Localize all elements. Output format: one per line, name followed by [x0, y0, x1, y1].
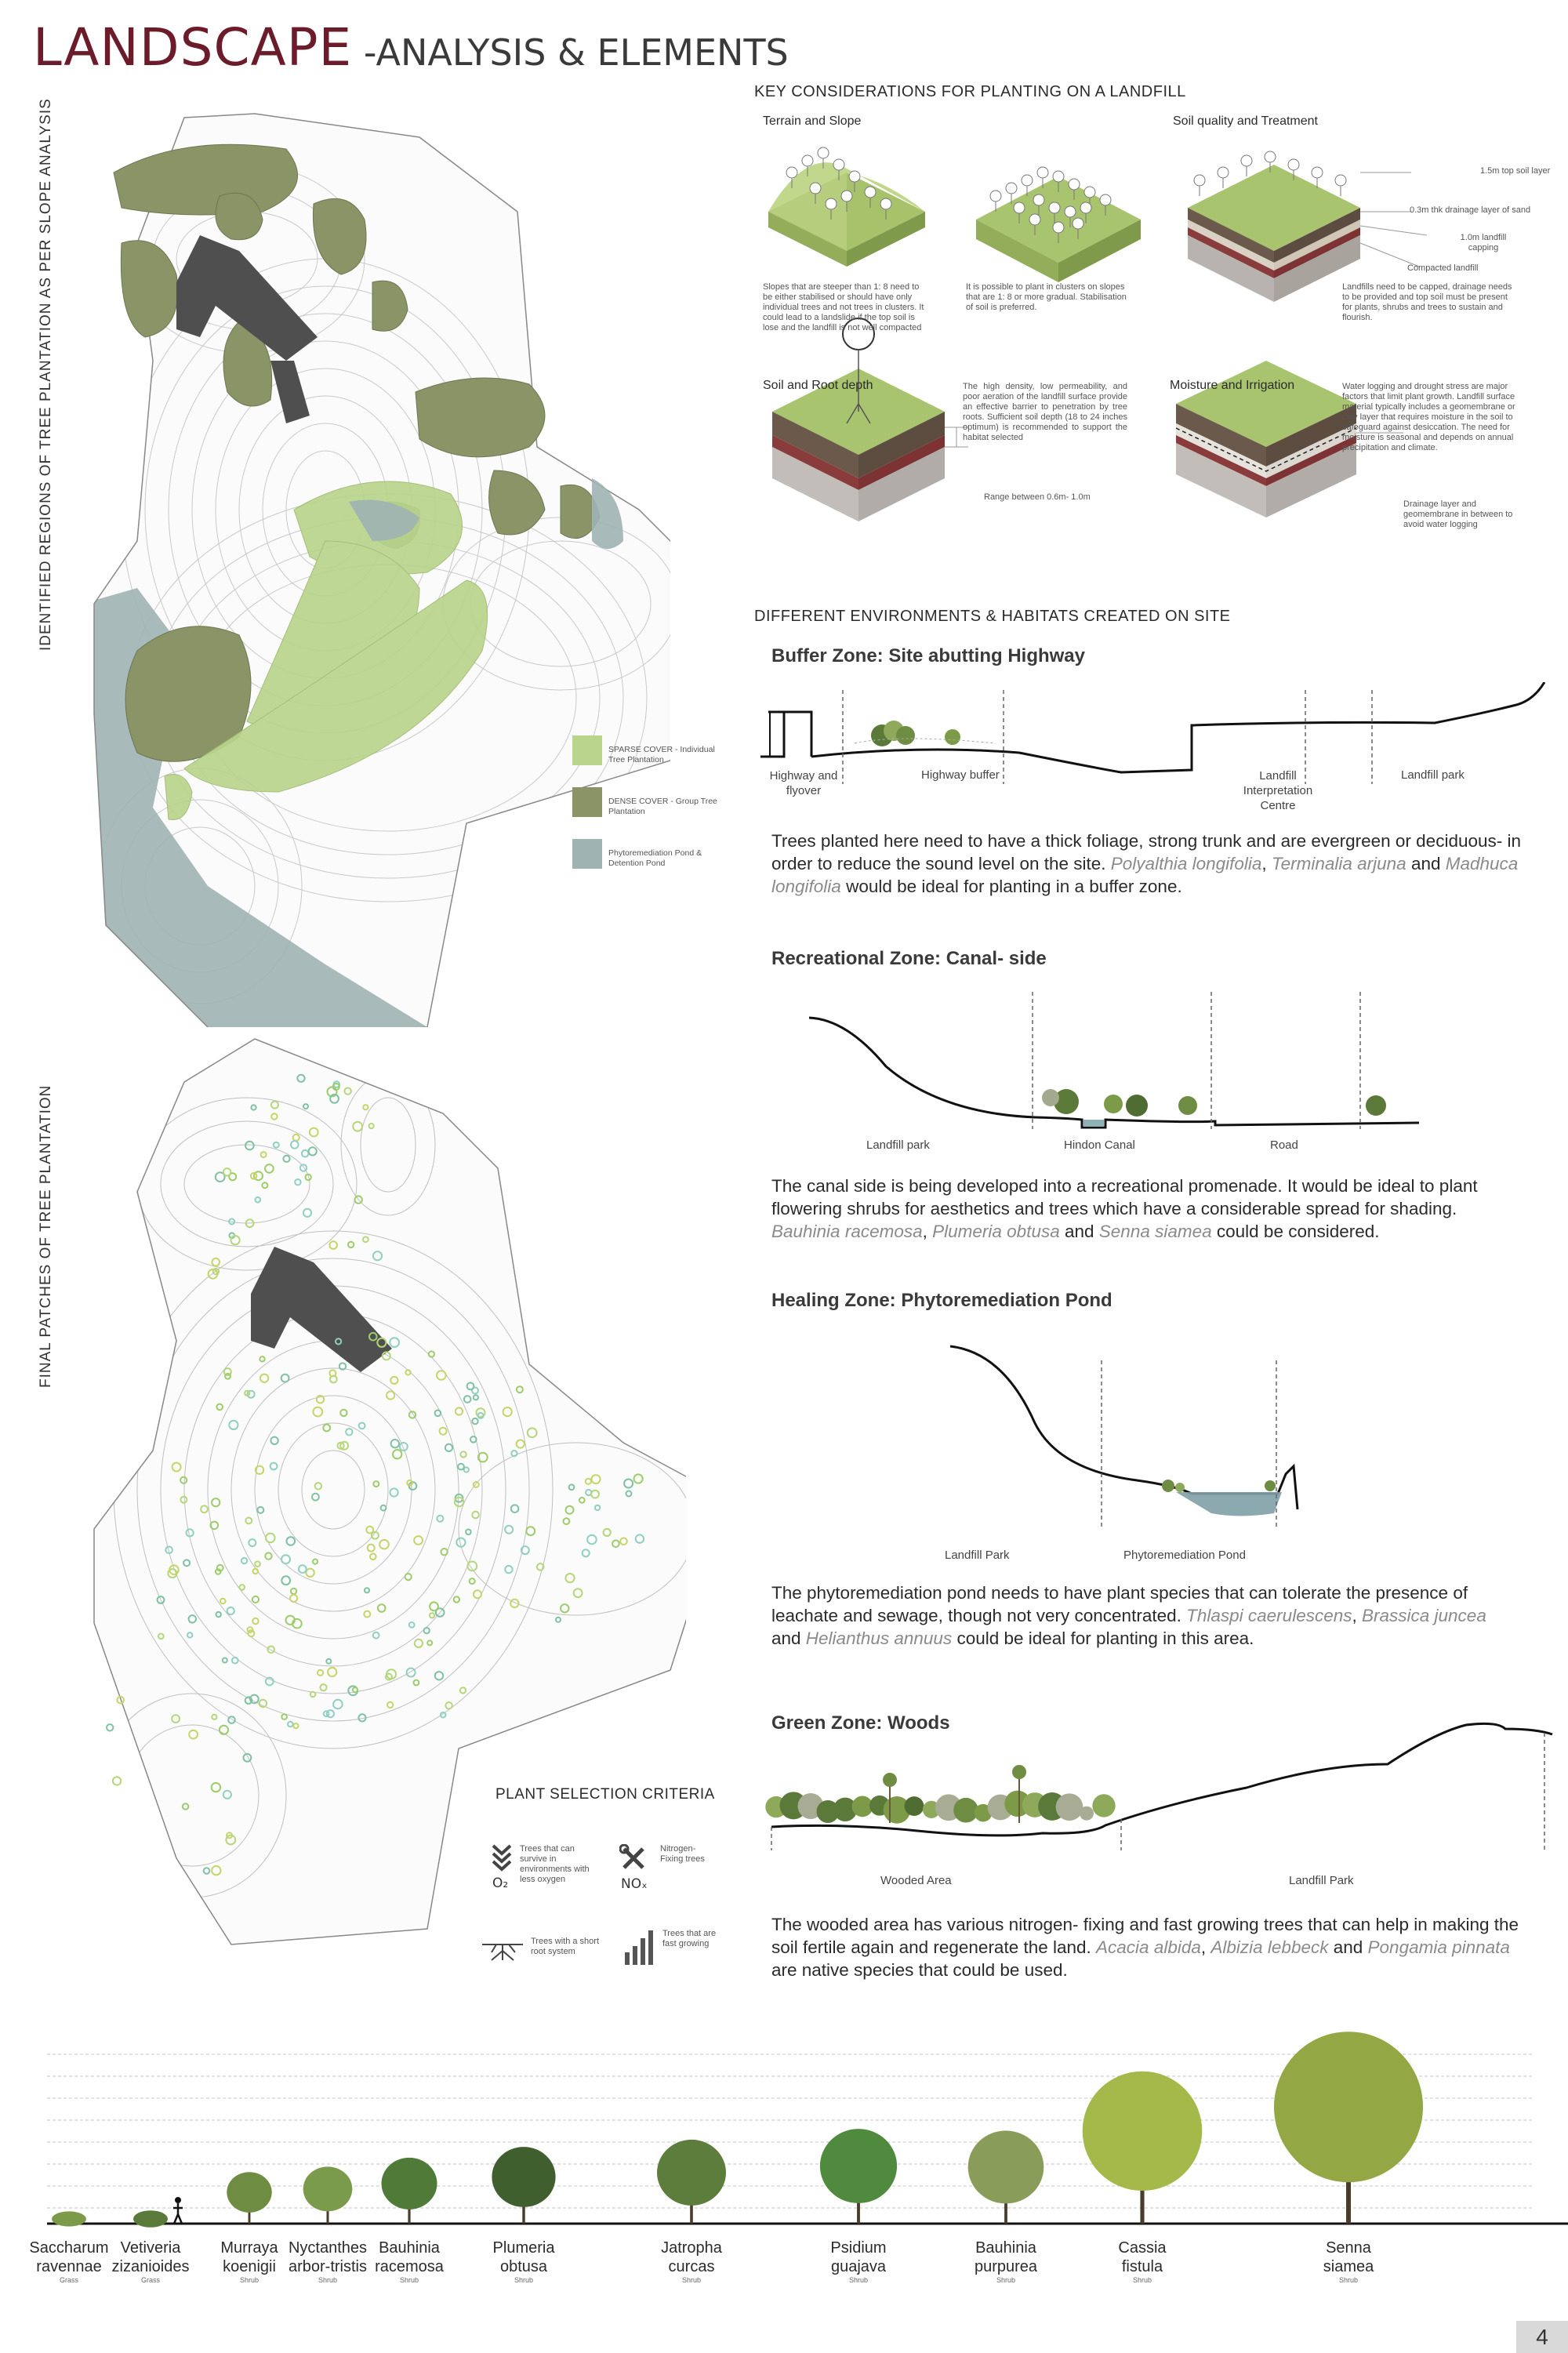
soil-label-drainage: 0.3m thk drainage layer of sand: [1410, 205, 1531, 215]
healing-zone-title: Healing Zone: Phytoremediation Pond: [771, 1290, 1112, 1311]
key-tree: [1241, 155, 1252, 166]
green-zone-title: Green Zone: Woods: [771, 1712, 950, 1734]
vertical-label-final: FINAL PATCHES OF TREE PLANTATION: [38, 1084, 54, 1388]
key-tree: [786, 167, 797, 178]
page-title: [33, 17, 789, 78]
wood-tree: [1056, 1793, 1083, 1821]
key-tree: [1073, 218, 1083, 229]
criteria-root: [481, 1937, 637, 1968]
key-considerations-diagrams: [760, 133, 1568, 557]
plant-genus: Cassia: [1118, 2239, 1167, 2257]
soil-layers-block: [1188, 165, 1360, 302]
key-tree: [1312, 167, 1323, 178]
plant-genus: Jatropha: [661, 2239, 722, 2257]
wood-tree: [905, 1796, 924, 1816]
plant-species: guajava: [830, 2258, 887, 2275]
title-main: LANDSCAPE: [33, 17, 353, 78]
palm-tree: [883, 1773, 897, 1787]
plant-type: Shrub: [996, 2276, 1016, 2284]
green-label-wooded: Wooded Area: [880, 1874, 952, 1887]
pond-plants: [1162, 1480, 1276, 1492]
plant-genus: Saccharum: [29, 2239, 109, 2257]
wood-tree: [953, 1798, 978, 1823]
key-tree: [1265, 151, 1276, 162]
moisture-text: Water logging and drought stress are major factors that limit plant growth. Landfill surface material typically includes a geomembrane or clay layer that requires moisture in the soil to safeguard against desiccation. The need for moisture is seasonal and depends on annual precipitation and climate.: [1342, 382, 1515, 452]
terrain-title: Terrain and Slope: [763, 114, 862, 128]
nitrogen-symbol: NOₓ: [621, 1876, 648, 1892]
key-tree: [810, 183, 821, 194]
key-tree: [1084, 187, 1095, 198]
root-depth-title: Soil and Root depth: [763, 379, 873, 392]
vertical-label-slope: IDENTIFIED REGIONS OF TREE PLANTATION AS PER SLOPE ANALYSIS: [38, 98, 54, 651]
key-tree: [826, 198, 837, 209]
plant-type: Shrub: [681, 2276, 702, 2284]
plant-type: Shrub: [318, 2276, 338, 2284]
species-bauhinia-racemosa: Bauhinia racemosa: [771, 1222, 923, 1241]
elevation-tree: [820, 2129, 897, 2203]
plant-name: [629, 2239, 754, 2285]
key-tree: [1069, 179, 1080, 190]
key-tree: [990, 191, 1001, 202]
species-albizia: Albizia lebbeck: [1210, 1937, 1329, 1957]
plant-name: [796, 2239, 921, 2285]
buffer-label-centre: Landfill Interpretation Centre: [1243, 769, 1313, 812]
wooded-area-trees: [765, 1765, 1115, 1824]
soil-quality-text: Landfills need to be capped, drainage needs to be provided and top soil must be present for plants, shrubs and trees to sustain and flourish.: [1342, 282, 1512, 322]
plant-name: [347, 2239, 472, 2285]
soil-label-topsoil: 1.5m top soil layer: [1480, 166, 1551, 176]
root-range-label: Range between 0.6m- 1.0m: [984, 492, 1091, 502]
plant-genus: Bauhinia: [975, 2239, 1036, 2257]
key-tree: [1053, 222, 1064, 233]
rec-label-park: Landfill park: [866, 1138, 930, 1152]
plant-name: [943, 2239, 1069, 2285]
plant-name: [1080, 2239, 1205, 2285]
elevation-grass: [133, 2210, 168, 2228]
green-zone-text: The wooded area has various nitrogen- fixing and fast growing trees that can help in making the soil fertile again and regenerate the land. Acacia albida, Albizia lebbeck and Pongamia pinnata are native species that could be used.: [771, 1915, 1519, 1980]
criteria-title: PLANT SELECTION CRITERIA: [495, 1786, 715, 1803]
plant-type: Shrub: [848, 2276, 869, 2284]
plant-species: purpurea: [974, 2258, 1038, 2275]
legend-label-pond: Phytoremediation Pond & Detention Pond: [608, 848, 702, 868]
key-tree: [1014, 202, 1025, 213]
wood-tree: [1080, 1807, 1094, 1821]
key-tree: [1100, 194, 1111, 205]
recreational-zone-text: The canal side is being developed into a recreational promenade. It would be ideal to plant flowering shrubs for aesthetics and trees which have a considerable spread for shading. Bauhinia racemosa, Plumeria obtusa and Senna siamea could be considered.: [771, 1176, 1478, 1241]
criteria-oxygen: [490, 1844, 631, 1893]
plant-type: Shrub: [514, 2276, 534, 2284]
soil-label-capping: 1.0m landfill capping: [1460, 233, 1507, 252]
terrain-text-steep: Slopes that are steeper than 1: 8 need to be either stabilised or should have only individual trees and not trees in clusters. It could lead to a landslide if the top soil is lose and the landfill is not well compacted: [763, 282, 924, 332]
plant-genus: Senna: [1326, 2239, 1371, 2257]
plant-species: siamea: [1323, 2258, 1374, 2275]
elevation-tree: [303, 2166, 353, 2211]
key-tree: [833, 159, 844, 170]
legend-item-sparse: [572, 735, 726, 765]
tree-dot: [113, 1777, 121, 1785]
legend-label-dense: DENSE COVER - Group Tree Plantation: [608, 797, 717, 816]
plant-type: Grass: [59, 2276, 78, 2284]
legend-label-sparse: SPARSE COVER - Individual Tree Plantation: [608, 745, 715, 764]
buffer-zone-text: Trees planted here need to have a thick foliage, strong trunk and are evergreen or deciduous- in order to reduce the sound level on the site. Polyalthia longifolia, Terminalia arjuna and Madhuca longifolia would be ideal for planting in a buffer zone.: [771, 831, 1522, 896]
tree-dot: [107, 1724, 113, 1730]
elevation-tree: [968, 2130, 1044, 2203]
green-zone-section: [760, 1717, 1568, 1874]
species-helianthus: Helianthus annuus: [805, 1629, 953, 1648]
plant-species: curcas: [668, 2258, 715, 2275]
species-madhuca: Madhuca longifolia: [771, 854, 1519, 896]
legend-swatch-sparse: [572, 735, 602, 765]
final-patches-map: [90, 1027, 686, 1952]
slope-analysis-map: [90, 102, 670, 1027]
plant-species: zizanioides: [111, 2258, 190, 2275]
wood-tree: [1092, 1794, 1115, 1817]
map-legend: [572, 735, 726, 869]
species-senna: Senna siamea: [1098, 1222, 1212, 1241]
nitrogen-tools-icon: [619, 1844, 654, 1893]
growth-bars-icon: [623, 1929, 655, 1965]
key-tree: [818, 147, 829, 158]
plant-species: fistula: [1121, 2258, 1163, 2275]
buffer-label-highway: Highway and flyover: [769, 769, 838, 797]
key-tree: [1006, 183, 1017, 194]
criteria-root-label: Trees with a short root system: [531, 1937, 600, 1956]
elevation-tree: [1083, 2072, 1203, 2191]
key-tree: [1022, 175, 1033, 186]
species-pongamia: Pongamia pinnata: [1367, 1937, 1510, 1957]
plant-species: obtusa: [499, 2258, 548, 2275]
title-rest: -ANALYSIS & ELEMENTS: [352, 31, 789, 74]
key-tree: [1218, 167, 1229, 178]
plant-type: Grass: [140, 2276, 160, 2284]
criteria-nitrogen: [619, 1844, 737, 1893]
elevation-tree: [492, 2147, 555, 2207]
key-tree: [841, 191, 852, 202]
elevation-tree: [382, 2158, 437, 2210]
criteria-nitrogen-label: Nitrogen- Fixing trees: [660, 1844, 705, 1864]
page-number: 4: [1516, 2321, 1568, 2353]
legend-item-pond: [572, 839, 726, 869]
legend-swatch-pond: [572, 839, 602, 869]
plant-genus: Nyctanthes: [288, 2239, 368, 2257]
species-brassica: Brassica juncea: [1362, 1606, 1486, 1625]
elevation-tree: [657, 2140, 726, 2206]
elevation-trees: [52, 2032, 1423, 2228]
canal-trees: [1042, 1089, 1386, 1117]
plant-species: ravennae: [36, 2258, 102, 2275]
healing-label-park: Landfill Park: [945, 1549, 1010, 1562]
rec-label-canal: Hindon Canal: [1064, 1138, 1135, 1152]
key-tree: [1080, 202, 1091, 213]
species-acacia: Acacia albida: [1096, 1937, 1201, 1957]
plant-genus: Plumeria: [492, 2239, 555, 2257]
elevation-grass: [52, 2211, 86, 2226]
oxygen-symbol: O₂: [492, 1876, 509, 1891]
key-tree: [880, 198, 891, 209]
key-tree: [1288, 159, 1299, 170]
key-tree: [1029, 214, 1040, 225]
buffer-zone-title: Buffer Zone: Site abutting Highway: [771, 645, 1085, 666]
key-heading: KEY CONSIDERATIONS FOR PLANTING ON A LANDFILL: [754, 83, 1186, 100]
key-tree: [1037, 167, 1048, 178]
plant-name: [461, 2239, 586, 2285]
plant-elevation-strip: [0, 2023, 1568, 2242]
elevation-tree: [227, 2172, 271, 2213]
terrain-text-gentle: It is possible to plant in clusters on slopes that are 1: 8 or more gradual. Stabilisation of soil is preferred.: [966, 282, 1127, 312]
species-plumeria: Plumeria obtusa: [932, 1222, 1060, 1241]
plant-genus: Psidium: [830, 2239, 887, 2257]
soil-quality-title: Soil quality and Treatment: [1173, 114, 1318, 128]
root-depth-block: [772, 318, 968, 521]
recreational-zone-section: [800, 988, 1443, 1129]
healing-zone-text: The phytoremediation pond needs to have plant species that can tolerate the presence of leachate and sewage, though not very concentrated. Thlaspi caerulescens, Brassica juncea and Helianthus annuus could be ideal for planting in this area.: [771, 1583, 1486, 1648]
elevation-tree: [1274, 2032, 1423, 2182]
moisture-title: Moisture and Irrigation: [1170, 379, 1295, 392]
key-tree: [1033, 194, 1044, 205]
key-tree: [1049, 202, 1060, 213]
buffer-trees: [855, 721, 996, 746]
buffer-label-park: Landfill park: [1401, 768, 1465, 782]
environments-heading: DIFFERENT ENVIRONMENTS & HABITATS CREATED ON SITE: [754, 608, 1231, 625]
plant-species: arbor-tristis: [288, 2258, 367, 2275]
plant-species: koenigii: [223, 2258, 276, 2275]
human-scale-figure: [173, 2197, 183, 2224]
species-thlaspi: Thlaspi caerulescens: [1186, 1606, 1352, 1625]
healing-label-pond: Phytoremediation Pond: [1123, 1549, 1246, 1562]
legend-swatch-dense: [572, 787, 602, 817]
palm-tree: [1012, 1765, 1026, 1779]
species-terminalia: Terminalia arjuna: [1271, 854, 1406, 873]
key-tree: [1335, 175, 1346, 186]
species-polyalthia: Polyalthia longifolia: [1110, 854, 1262, 873]
plant-name: [1286, 2239, 1411, 2285]
buffer-label-buffer: Highway buffer: [921, 768, 1000, 782]
root-icon: [481, 1937, 524, 1968]
key-tree: [1194, 175, 1205, 186]
criteria-growth-label: Trees that are fast growing: [662, 1929, 717, 1948]
green-label-park: Landfill Park: [1289, 1874, 1354, 1887]
plant-species: racemosa: [375, 2258, 444, 2275]
plant-type: Shrub: [399, 2276, 419, 2284]
healing-zone-section: [941, 1337, 1301, 1541]
key-tree: [849, 171, 860, 182]
key-tree: [1053, 171, 1064, 182]
key-tree: [802, 155, 813, 166]
moisture-label: Drainage layer and geomembrane in between to avoid water logging: [1403, 499, 1513, 529]
plant-type: Shrub: [1338, 2276, 1359, 2284]
criteria-growth: [623, 1929, 741, 1965]
criteria-oxygen-label: Trees that can survive in environments with less oxygen: [520, 1844, 590, 1884]
rec-label-road: Road: [1270, 1138, 1298, 1152]
plant-genus: Bauhinia: [379, 2239, 440, 2257]
plant-genus: Vetiveria: [120, 2239, 181, 2257]
key-tree: [865, 187, 876, 198]
root-depth-text: The high density, low permeability, and poor aeration of the landfill surface provide an effective barrier to penetration by tree roots. Sufficient soil depth (18 to 24 inches optimum) is recommended to support the habitat selected: [963, 382, 1127, 442]
key-tree: [1065, 206, 1076, 217]
legend-item-dense: [572, 787, 726, 817]
plant-type: Shrub: [239, 2276, 260, 2284]
oxygen-icon: [490, 1844, 514, 1893]
soil-label-compacted: Compacted landfill: [1407, 263, 1479, 273]
plant-type: Shrub: [1132, 2276, 1152, 2284]
plant-genus: Murraya: [220, 2239, 278, 2257]
recreational-zone-title: Recreational Zone: Canal- side: [771, 948, 1047, 969]
